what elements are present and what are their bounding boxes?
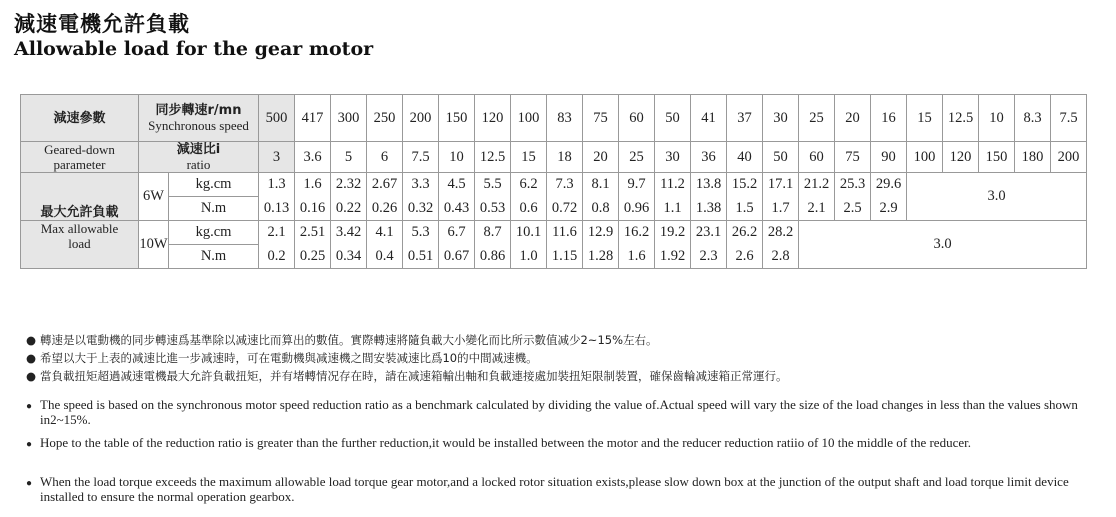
note-cn-text: 當負載扭矩超過减速電機最大允許負載扭矩，并有堵轉情况存在時，請在减速箱輸出軸和負載連接處加裝扭矩限制裝置，確保齒輪减速箱正常運行。 [40, 369, 788, 383]
ratio-value: 7.5 [403, 142, 439, 173]
torque-nm-value: 1.15 [547, 245, 583, 269]
notes-chinese [26, 332, 788, 386]
bullet-icon: ● [26, 369, 37, 383]
ratio-value: 5 [331, 142, 367, 173]
torque-nm-value: 0.86 [475, 245, 511, 269]
torque-kgcm-value: 1.6 [295, 173, 331, 197]
max-torque-value: 3.0 [907, 173, 1087, 221]
ratio-value: 75 [835, 142, 871, 173]
speed-label-cn: 同步轉速r/mn [155, 103, 242, 118]
load-label-cn: 最大允許負載 [40, 205, 119, 220]
torque-kgcm-value: 4.5 [439, 173, 475, 197]
speed-value: 37 [727, 95, 763, 142]
torque-kgcm-value: 5.5 [475, 173, 511, 197]
torque-kgcm-value: 16.2 [619, 221, 655, 245]
param-label-cell [21, 95, 139, 142]
torque-kgcm-value: 1.3 [259, 173, 295, 197]
torque-nm-value: 0.4 [367, 245, 403, 269]
bullet-icon: ● [26, 439, 33, 450]
ratio-value: 15 [511, 142, 547, 173]
load-row-6w-kgcm [21, 173, 1087, 197]
ratio-value: 3 [259, 142, 295, 173]
speed-value: 16 [871, 95, 907, 142]
torque-nm-value: 0.6 [511, 197, 547, 221]
max-torque-value: 3.0 [799, 221, 1087, 269]
speed-value: 75 [583, 95, 619, 142]
speed-value: 12.5 [943, 95, 979, 142]
torque-nm-value: 0.67 [439, 245, 475, 269]
speed-value: 83 [547, 95, 583, 142]
torque-nm-value: 1.5 [727, 197, 763, 221]
torque-nm-value: 0.43 [439, 197, 475, 221]
load-label-en-2: load [68, 236, 91, 251]
torque-kgcm-value: 13.8 [691, 173, 727, 197]
unit-nm-label: N.m [169, 245, 259, 269]
allowable-load-table [20, 94, 1087, 269]
unit-kgcm-label: kg.cm [169, 173, 259, 197]
torque-nm-value: 0.26 [367, 197, 403, 221]
torque-nm-value: 2.3 [691, 245, 727, 269]
note-cn-item [26, 350, 788, 368]
torque-kgcm-value: 23.1 [691, 221, 727, 245]
speed-value: 8.3 [1015, 95, 1051, 142]
torque-nm-value: 0.13 [259, 197, 295, 221]
speed-value: 200 [403, 95, 439, 142]
torque-nm-value: 0.51 [403, 245, 439, 269]
ratio-value: 100 [907, 142, 943, 173]
speed-value: 41 [691, 95, 727, 142]
torque-nm-value: 0.34 [331, 245, 367, 269]
note-en-text: The speed is based on the synchronous motor speed reduction ratio as a benchmark calculated by dividing the value of.Actual speed will vary the size of the load changes in less than the values shown in2~15%. [40, 397, 1078, 427]
ratio-value: 6 [367, 142, 403, 173]
torque-kgcm-value: 7.3 [547, 173, 583, 197]
torque-nm-value: 2.6 [727, 245, 763, 269]
speed-value: 300 [331, 95, 367, 142]
ratio-value: 3.6 [295, 142, 331, 173]
bullet-icon: ● [26, 333, 37, 347]
torque-nm-value: 2.8 [763, 245, 799, 269]
page-title-chinese: 減速電機允許負載 [14, 12, 190, 36]
torque-kgcm-value: 26.2 [727, 221, 763, 245]
torque-nm-value: 0.22 [331, 197, 367, 221]
speed-value: 60 [619, 95, 655, 142]
torque-kgcm-value: 19.2 [655, 221, 691, 245]
torque-nm-value: 1.28 [583, 245, 619, 269]
note-cn-item [26, 368, 788, 386]
torque-nm-value: 2.9 [871, 197, 907, 221]
torque-kgcm-value: 10.1 [511, 221, 547, 245]
speed-value: 10 [979, 95, 1015, 142]
torque-nm-value: 1.1 [655, 197, 691, 221]
bullet-icon: ● [26, 351, 37, 365]
speed-value: 25 [799, 95, 835, 142]
torque-kgcm-value: 2.32 [331, 173, 367, 197]
note-cn-text: 希望以大于上表的减速比進一步减速時，可在電動機與减速機之間安裝减速比爲10的中間减速機。 [40, 351, 538, 365]
torque-nm-value: 2.1 [799, 197, 835, 221]
torque-nm-value: 1.6 [619, 245, 655, 269]
torque-nm-value: 0.16 [295, 197, 331, 221]
torque-nm-value: 0.8 [583, 197, 619, 221]
speed-value: 50 [655, 95, 691, 142]
torque-kgcm-value: 3.42 [331, 221, 367, 245]
torque-nm-value: 1.92 [655, 245, 691, 269]
speed-value: 20 [835, 95, 871, 142]
speed-value: 15 [907, 95, 943, 142]
ratio-value: 200 [1051, 142, 1087, 173]
speed-value: 150 [439, 95, 475, 142]
speed-value: 7.5 [1051, 95, 1087, 142]
speed-value: 250 [367, 95, 403, 142]
unit-nm-label: N.m [169, 197, 259, 221]
ratio-value: 120 [943, 142, 979, 173]
ratio-label-cell [139, 142, 259, 173]
ratio-value: 60 [799, 142, 835, 173]
ratio-value: 40 [727, 142, 763, 173]
torque-kgcm-value: 3.3 [403, 173, 439, 197]
torque-kgcm-value: 8.1 [583, 173, 619, 197]
load-label-en-cell [21, 221, 139, 269]
torque-kgcm-value: 11.6 [547, 221, 583, 245]
note-cn-text: 轉速是以電動機的同步轉速爲基準除以减速比而算出的數值。實際轉速將隨負載大小變化而比所示數值减少2~15%左右。 [40, 333, 658, 347]
torque-kgcm-value: 6.7 [439, 221, 475, 245]
ratio-value: 180 [1015, 142, 1051, 173]
ratio-value: 50 [763, 142, 799, 173]
bullet-icon: ● [26, 401, 33, 412]
unit-kgcm-label: kg.cm [169, 221, 259, 245]
param-label-en-2: parameter [53, 157, 106, 172]
torque-kgcm-value: 21.2 [799, 173, 835, 197]
ratio-label-cn: 減速比i [176, 142, 221, 157]
ratio-value: 36 [691, 142, 727, 173]
param-label-cn: 減速參數 [53, 110, 106, 126]
note-en-text: Hope to the table of the reduction ratio is greater than the further reduction,it would be installed between the motor and the reducer reduction ratiio of 10 the middle of the reducer. [40, 435, 971, 450]
torque-kgcm-value: 17.1 [763, 173, 799, 197]
load-row-10w-kgcm [21, 221, 1087, 245]
torque-kgcm-value: 15.2 [727, 173, 763, 197]
note-cn-item [26, 332, 788, 350]
speed-label-en: Synchronous speed [148, 118, 249, 133]
torque-kgcm-value: 28.2 [763, 221, 799, 245]
power-label: 10W [139, 221, 169, 269]
speed-value: 30 [763, 95, 799, 142]
bullet-icon: ● [26, 478, 33, 489]
page-title-english: Allowable load for the gear motor [14, 38, 374, 60]
torque-nm-value: 0.32 [403, 197, 439, 221]
ratio-value: 12.5 [475, 142, 511, 173]
torque-kgcm-value: 4.1 [367, 221, 403, 245]
torque-kgcm-value: 29.6 [871, 173, 907, 197]
torque-nm-value: 0.25 [295, 245, 331, 269]
ratio-label-en: ratio [186, 157, 211, 172]
speed-value: 417 [295, 95, 331, 142]
torque-kgcm-value: 25.3 [835, 173, 871, 197]
speed-value: 500 [259, 95, 295, 142]
ratio-value: 30 [655, 142, 691, 173]
note-en-text: When the load torque exceeds the maximum allowable load torque gear motor,and a locked rotor situation exists,please slow down box at the junction of the output shaft and load torque limit device installed to ensure the normal operation gearbox. [40, 474, 1069, 504]
torque-nm-value: 0.72 [547, 197, 583, 221]
param-label-en-1: Geared-down [44, 142, 115, 157]
torque-kgcm-value: 9.7 [619, 173, 655, 197]
torque-kgcm-value: 12.9 [583, 221, 619, 245]
load-label-en-1: Max allowable [40, 221, 119, 236]
torque-kgcm-value: 2.67 [367, 173, 403, 197]
speed-value: 100 [511, 95, 547, 142]
torque-kgcm-value: 2.1 [259, 221, 295, 245]
ratio-value: 10 [439, 142, 475, 173]
torque-kgcm-value: 5.3 [403, 221, 439, 245]
torque-kgcm-value: 2.51 [295, 221, 331, 245]
torque-kgcm-value: 6.2 [511, 173, 547, 197]
torque-nm-value: 0.53 [475, 197, 511, 221]
note-en-item [26, 435, 1080, 452]
ratio-value: 90 [871, 142, 907, 173]
param-label-en-cell [21, 142, 139, 173]
speed-label-cell [139, 95, 259, 142]
torque-nm-value: 1.0 [511, 245, 547, 269]
power-label: 6W [139, 173, 169, 221]
speed-value: 120 [475, 95, 511, 142]
ratio-value: 20 [583, 142, 619, 173]
ratio-value: 25 [619, 142, 655, 173]
note-en-item [26, 474, 1080, 504]
torque-nm-value: 1.7 [763, 197, 799, 221]
note-en-item [26, 397, 1080, 427]
torque-kgcm-value: 8.7 [475, 221, 511, 245]
torque-nm-value: 0.96 [619, 197, 655, 221]
ratio-value: 150 [979, 142, 1015, 173]
ratio-value: 18 [547, 142, 583, 173]
torque-kgcm-value: 11.2 [655, 173, 691, 197]
torque-nm-value: 0.2 [259, 245, 295, 269]
torque-nm-value: 1.38 [691, 197, 727, 221]
torque-nm-value: 2.5 [835, 197, 871, 221]
load-label-cn-cell [21, 173, 139, 221]
